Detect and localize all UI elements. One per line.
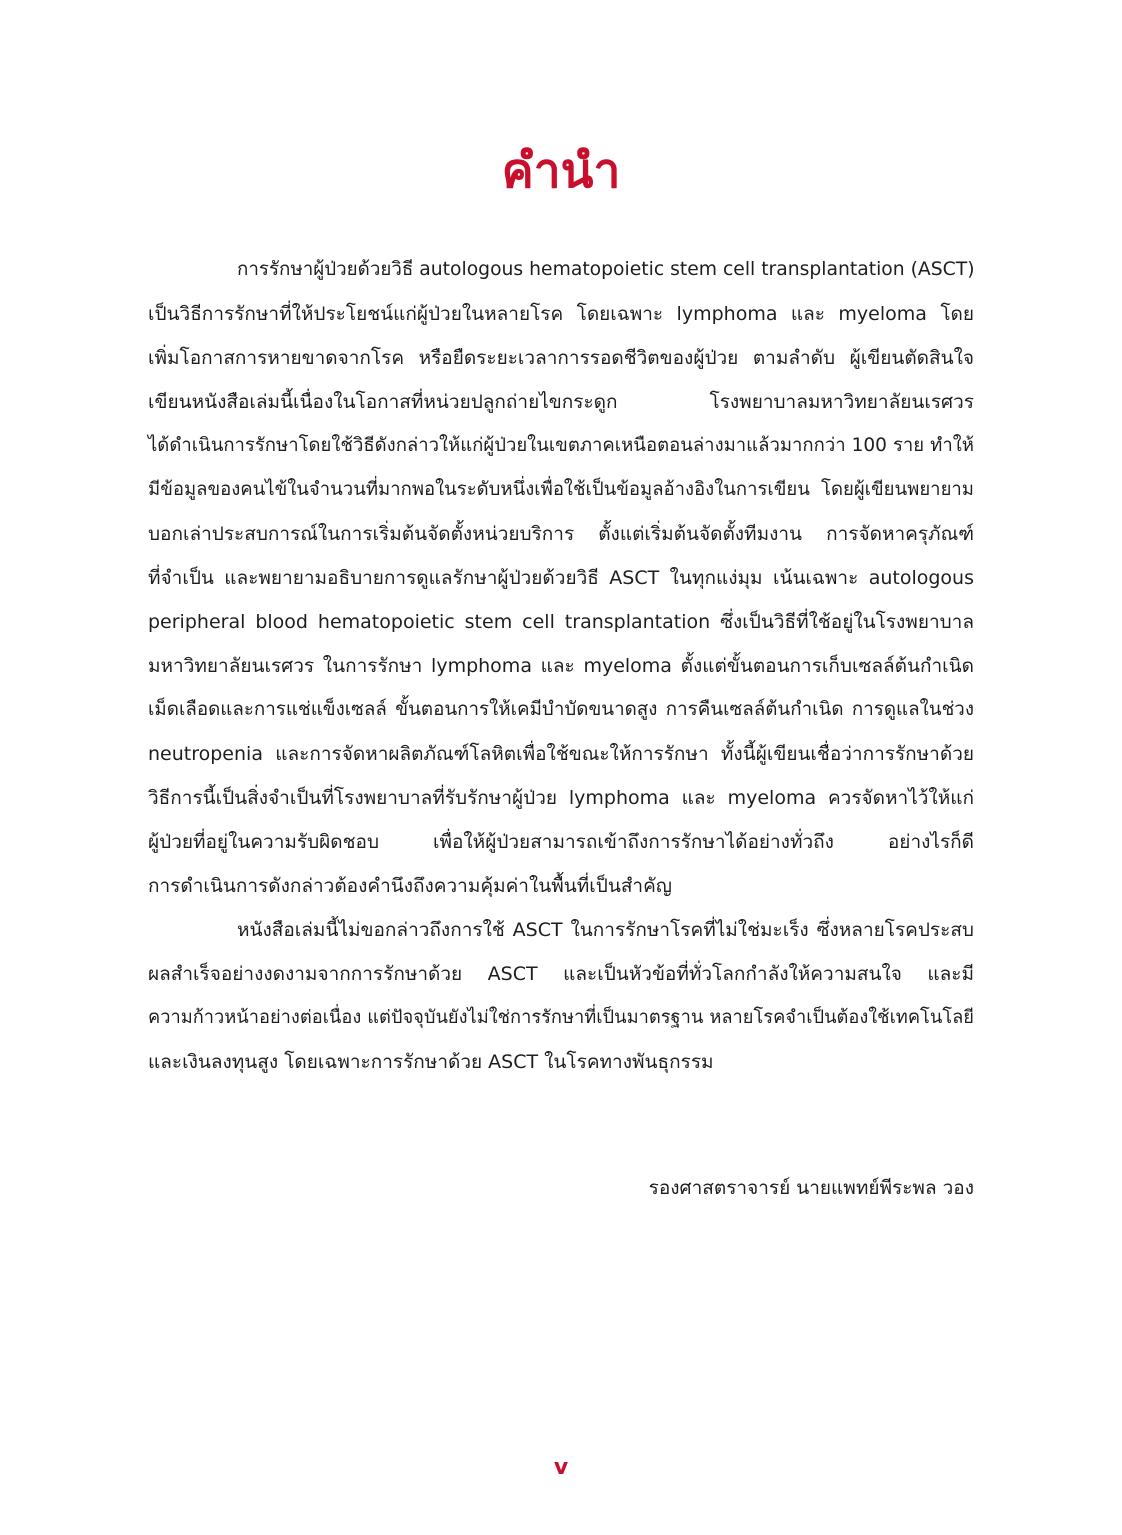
text-line: เป็นวิธีการรักษาที่ให้ประโยชน์แก่ผู้ป่วยในหลายโรค โดยเฉพาะ lymphoma และ myeloma โดย [148,303,974,325]
preface-body [148,248,974,1084]
text-line: มีข้อมูลของคนไข้ในจำนวนที่มากพอในระดับหนึ่งเพื่อใช้เป็นข้อมูลอ้างอิงในการเขียน โดยผู้เขียนพยายาม [148,479,974,500]
text-line: และเงินลงทุนสูง โดยเฉพาะการรักษาด้วย ASCT ในโรคทางพันธุกรรม [148,1051,714,1073]
text-line: ผลสำเร็จอย่างงดงามจากการรักษาด้วย ASCT และเป็นหัวข้อที่ทั่วโลกกำลังให้ความสนใจ และมี [148,963,974,985]
text-line: เม็ดเลือดและการแช่แข็งเซลล์ ขั้นตอนการให้เคมีบำบัดขนาดสูง การคืนเซลล์ต้นกำเนิด การดูแลในช่วง [148,699,974,720]
text-line: การรักษาผู้ป่วยด้วยวิธี autologous hematopoietic stem cell transplantation (ASCT) [237,259,975,280]
page-title: คำนำ [501,143,621,199]
page-number: v [553,1455,569,1480]
text-line: บอกเล่าประสบการณ์ในการเริ่มต้นจัดตั้งหน่วยบริการ ตั้งแต่เริ่มต้นจัดตั้งทีมงาน การจัดหาครุภัณฑ์ [148,523,974,545]
text-line: peripheral blood hematopoietic stem cell transplantation ซึ่งเป็นวิธีที่ใช้อยู่ในโรงพยาบาล [148,611,974,633]
paragraph-1 [148,248,974,908]
paragraph-2 [148,908,974,1084]
text-line: มหาวิทยาลัยนเรศวร ในการรักษา lymphoma และ myeloma ตั้งแต่ขั้นตอนการเก็บเซลล์ต้นกำเนิด [148,655,974,677]
author-signature: รองศาสตราจารย์ นายแพทย์พีระพล วอง [648,1177,974,1199]
text-line: ผู้ป่วยที่อยู่ในความรับผิดชอบ เพื่อให้ผู้ป่วยสามารถเข้าถึงการรักษาได้อย่างทั่วถึง อย่างไรก็ดี [148,831,974,853]
text-line: ได้ดำเนินการรักษาโดยใช้วิธีดังกล่าวให้แก่ผู้ป่วยในเขตภาคเหนือตอนล่างมาแล้วมากกว่า 100 ราย ทำให้ [148,435,974,456]
text-line: เขียนหนังสือเล่มนี้เนื่องในโอกาสที่หน่วยปลูกถ่ายไขกระดูก โรงพยาบาลมหาวิทยาลัยนเรศวร [148,391,974,413]
text-line: เพิ่มโอกาสการหายขาดจากโรค หรือยืดระยะเวลาการรอดชีวิตของผู้ป่วย ตามลำดับ ผู้เขียนตัดสินใจ [148,347,974,369]
text-line: การดำเนินการดังกล่าวต้องคำนึงถึงความคุ้มค่าในพื้นที่เป็นสำคัญ [148,875,672,897]
text-line: หนังสือเล่มนี้ไม่ขอกล่าวถึงการใช้ ASCT ในการรักษาโรคที่ไม่ใช่มะเร็ง ซึ่งหลายโรคประสบ [237,919,974,941]
text-line: ความก้าวหน้าอย่างต่อเนื่อง แต่ปัจจุบันยังไม่ใช่การรักษาที่เป็นมาตรฐาน หลายโรคจำเป็นต้องใช้เทคโนโลยี [148,1007,974,1028]
text-line: วิธีการนี้เป็นสิ่งจำเป็นที่โรงพยาบาลที่รับรักษาผู้ป่วย lymphoma และ myeloma ควรจัดหาไว้ให้แก่ [148,787,974,809]
text-line: neutropenia และการจัดหาผลิตภัณฑ์โลหิตเพื่อใช้ขณะให้การรักษา ทั้งนี้ผู้เขียนเชื่อว่าการรักษาด้วย [148,743,974,765]
text-line: ที่จำเป็น และพยายามอธิบายการดูแลรักษาผู้ป่วยด้วยวิธี ASCT ในทุกแง่มุม เน้นเฉพาะ autologous [148,567,974,589]
